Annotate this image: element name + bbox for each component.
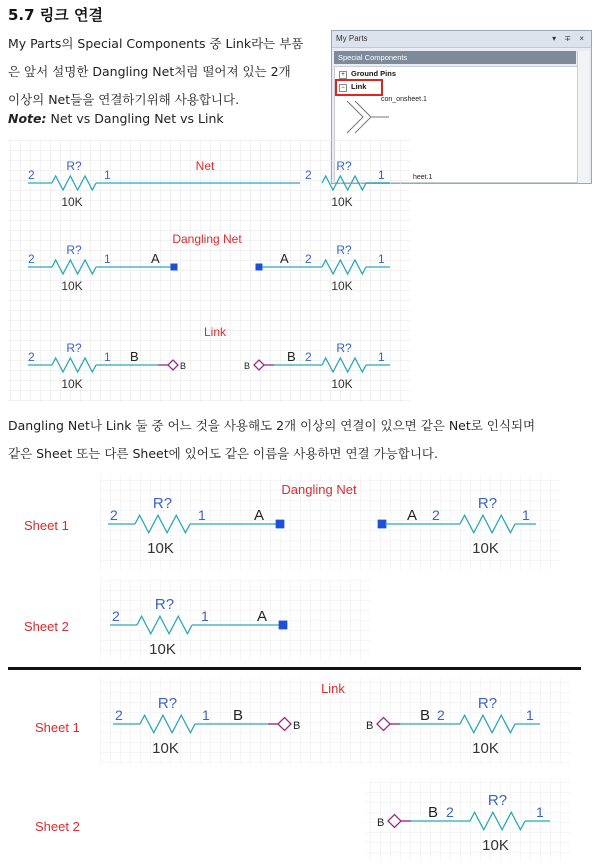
- tree-item-label: Link: [351, 82, 367, 91]
- ref-designator: R?: [477, 694, 498, 712]
- body-line: 같은 Sheet 또는 다른 Sheet에 있어도 같은 이름을 사용하면 연결 가능합니다.: [8, 446, 438, 461]
- link-net-name: B: [244, 361, 251, 371]
- pin-number: 1: [104, 252, 111, 266]
- intro-line: My Parts의 Special Components 중 Link라는 부품: [8, 36, 304, 51]
- net-name: B: [420, 707, 431, 724]
- ref-designator: R?: [66, 243, 82, 257]
- link-symbol-icon[interactable]: [343, 97, 393, 137]
- pin-number: 2: [446, 804, 454, 820]
- net-name: A: [407, 507, 418, 524]
- intro-paragraph: [8, 30, 303, 114]
- label-link: Link: [321, 681, 345, 696]
- ref-designator: R?: [477, 494, 498, 512]
- ref-designator: R?: [157, 694, 178, 712]
- intro-line: 이상의 Net들을 연결하기위해 사용합니다.: [8, 92, 240, 107]
- net-name: B: [287, 349, 296, 364]
- part-name: con_onsheet.1: [381, 96, 427, 103]
- pin-number: 2: [28, 252, 35, 266]
- tree-item-label: Ground Pins: [351, 69, 396, 78]
- label-net: Net: [195, 159, 215, 173]
- ref-designator: R?: [336, 243, 352, 257]
- net-name: B: [233, 707, 244, 724]
- pin-number: 2: [115, 707, 123, 723]
- pin-number: 1: [378, 252, 385, 266]
- resistor-value: 10K: [61, 377, 83, 391]
- resistor-value: 10K: [61, 195, 83, 209]
- net-name: A: [257, 608, 268, 625]
- net-name: A: [151, 251, 160, 266]
- label-link: Link: [203, 325, 227, 339]
- pin-number: 1: [536, 804, 544, 820]
- ref-designator: R?: [66, 159, 82, 173]
- link-net-name: B: [180, 361, 187, 371]
- resistor-value: 10K: [331, 377, 353, 391]
- pin-number: 2: [437, 707, 445, 723]
- ref-designator: R?: [66, 341, 82, 355]
- expand-icon[interactable]: +: [339, 71, 347, 79]
- link-net-name: B: [366, 720, 374, 732]
- pin-number: 1: [378, 350, 385, 364]
- net-name: B: [428, 804, 439, 821]
- pin-number: 2: [112, 608, 120, 624]
- ref-designator: R?: [487, 791, 508, 809]
- resistor-value: 10K: [152, 739, 179, 757]
- pin-number: 2: [305, 168, 312, 182]
- pin-number: 1: [378, 168, 385, 182]
- resistor-value: 10K: [472, 739, 499, 757]
- sheet-label-2: Sheet 2: [35, 819, 80, 834]
- dangling-net-sheets-diagram: [0, 470, 600, 666]
- pin-number: 2: [432, 507, 440, 523]
- panel-subtitle: Special Components: [334, 51, 576, 64]
- dangling-net-port: [256, 264, 263, 271]
- body-paragraph: [8, 412, 535, 468]
- dangling-net-port: [279, 621, 288, 630]
- panel-title: My Parts: [332, 31, 591, 48]
- pin-number: 1: [522, 507, 530, 523]
- pin-number: 1: [201, 608, 209, 624]
- section-title: 5.7 링크 연결: [8, 6, 103, 24]
- net-comparison-diagram: [0, 140, 600, 410]
- net-name: A: [280, 251, 289, 266]
- pin-number: 1: [198, 507, 206, 523]
- label-dangling-net: Dangling Net: [172, 232, 242, 246]
- link-sheets-diagram: [0, 672, 600, 867]
- label-dangling-net: Dangling Net: [281, 482, 357, 497]
- pin-number: 1: [526, 707, 534, 723]
- pin-number: 2: [28, 350, 35, 364]
- sheet-label-2: Sheet 2: [24, 619, 69, 634]
- net-name: A: [254, 507, 265, 524]
- pin-number: 1: [104, 168, 111, 182]
- tree-item-ground-pins[interactable]: [339, 68, 396, 79]
- part-name-2: heet.1: [413, 174, 433, 181]
- ref-designator: R?: [336, 341, 352, 355]
- note-text: Net vs Dangling Net vs Link: [46, 111, 224, 126]
- ref-designator: R?: [154, 595, 175, 613]
- resistor-value: 10K: [147, 539, 174, 557]
- ref-designator: R?: [152, 494, 173, 512]
- resistor-value: 10K: [331, 195, 353, 209]
- pin-number: 1: [104, 350, 111, 364]
- resistor-value: 10K: [472, 539, 499, 557]
- resistor-value: 10K: [61, 279, 83, 293]
- resistor-value: 10K: [149, 640, 176, 658]
- pin-number: 2: [28, 168, 35, 182]
- panel-controls[interactable]: ▾ ∓ ×: [552, 34, 587, 43]
- pin-number: 2: [110, 507, 118, 523]
- pin-number: 2: [305, 252, 312, 266]
- resistor-value: 10K: [482, 836, 509, 854]
- dangling-net-port: [276, 520, 285, 529]
- link-net-name: B: [377, 817, 385, 829]
- dangling-net-port: [171, 264, 178, 271]
- note-label: Note:: [8, 111, 47, 126]
- collapse-icon[interactable]: −: [339, 84, 347, 92]
- body-line: Dangling Net나 Link 둘 중 어느 것을 사용해도 2개 이상의 연결이 있으면 같은 Net로 인식되며: [8, 418, 536, 433]
- intro-line: 은 앞서 설명한 Dangling Net처럼 떨어져 있는 2개: [8, 64, 291, 79]
- ref-designator: R?: [336, 159, 352, 173]
- pin-number: 2: [305, 350, 312, 364]
- sheet-label-1: Sheet 1: [24, 518, 69, 533]
- net-name: B: [130, 349, 139, 364]
- link-net-name: B: [293, 720, 301, 732]
- resistor-value: 10K: [331, 279, 353, 293]
- note: [8, 105, 224, 133]
- sheet-label-1: Sheet 1: [35, 720, 80, 735]
- link-highlight-box: [335, 79, 383, 96]
- divider: [8, 667, 581, 670]
- pin-number: 1: [202, 707, 210, 723]
